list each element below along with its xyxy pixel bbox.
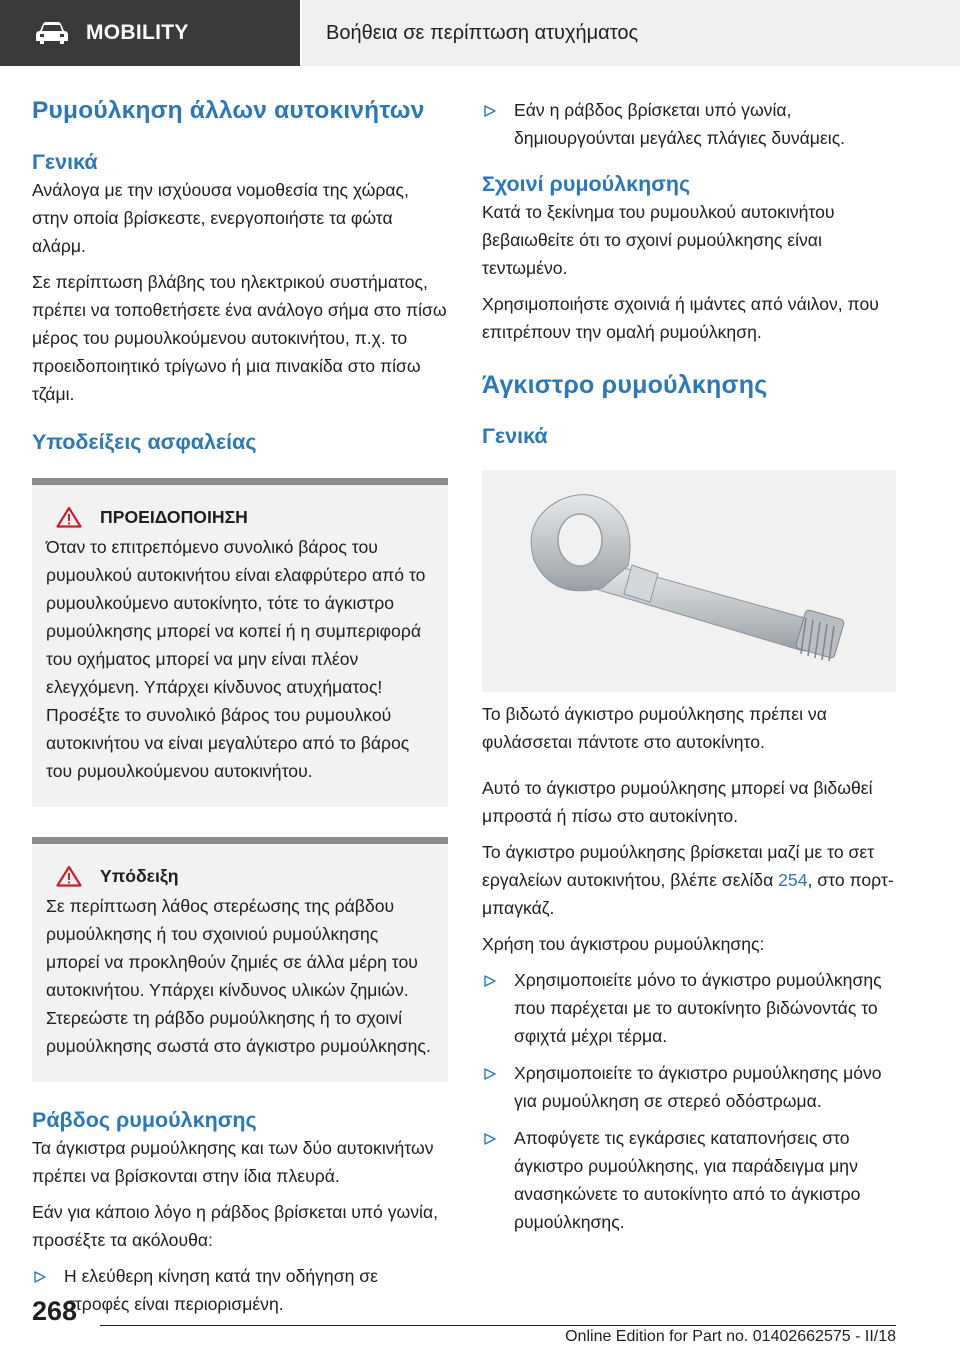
left-column [32, 96, 448, 1327]
edition-note: Online Edition for Part no. 01402662575 - II/18 [565, 1328, 896, 1345]
bullet-triangle-icon [484, 975, 496, 987]
list-item-text: Αποφύγετε τις εγκάρσιες καταπονήσεις στο άγκιστρο ρυμούλκησης, για παράδειγμα μην ανασηκώνετε το αυτοκίνητο από το άγκιστρο ρυμούλκησης. [514, 1128, 861, 1232]
paragraph: Ανάλογα με την ισχύουσα νομοθεσία της χώρας, στην οποία βρίσκεστε, ενεργοποιήστε τα φώτα αλάρμ. [32, 180, 409, 256]
list-item-text: Η ελεύθερη κίνηση κατά την οδήγηση σε στροφές είναι περιορισμένη. [64, 1266, 378, 1314]
page-link[interactable]: 254 [778, 870, 808, 890]
bullet-triangle-icon [484, 1068, 496, 1080]
note-text: Σε περίπτωση λάθος στερέωσης της ράβδου ρυμούλκησης ή του σχοινιού ρυμούλκησης μπορεί να προκληθούν ζημιές σε άλλα μέρη του αυτοκινήτου. Υπάρχει κίνδυνος υλικών ζημιών. Στερεώστε τη ράβδο ρυμούλκησης ή το σχοινί ρυμούλκησης σωστά στο άγκιστρο ρυμούλκησης. [46, 896, 431, 1056]
list-item [482, 966, 896, 1050]
warning-triangle-icon [56, 865, 82, 887]
section-tab [0, 0, 300, 66]
tow-hook-image [482, 470, 896, 692]
safety-heading: Υποδείξεις ασφαλείας [32, 430, 257, 454]
note-title: Υπόδειξη [100, 866, 179, 886]
bullet-triangle-icon [484, 105, 496, 117]
text-span: , στο πορτ-μπαγκάζ. [482, 870, 894, 918]
page-header [0, 0, 960, 66]
paragraph: Το βιδωτό άγκιστρο ρυμούλκησης πρέπει να φυλάσσεται πάντοτε στο αυτοκίνητο. [482, 704, 827, 752]
bullet-triangle-icon [34, 1271, 46, 1283]
general-heading: Γενικά [32, 150, 98, 174]
list-item-text: Χρησιμοποιείτε το άγκιστρο ρυμούλκησης μόνο για ρυμούλκηση σε στερεό οδόστρωμα. [514, 1063, 882, 1111]
rod-heading: Ράβδος ρυμούλκησης [32, 1108, 257, 1132]
chapter-title: Βοήθεια σε περίπτωση ατυχήματος [302, 0, 960, 66]
rope-heading: Σχοινί ρυμούλκησης [482, 172, 691, 196]
list-item-text: Χρησιμοποιείτε μόνο το άγκιστρο ρυμούλκησης που παρέχεται με το αυτοκίνητο βιδώνοντάς το σφιχτά μέχρι τέρμα. [514, 970, 882, 1046]
bullet-list [32, 1262, 448, 1318]
paragraph: Εάν για κάποιο λόγο η ράβδος βρίσκεται υπό γωνία, προσέξτε τα ακόλουθα: [32, 1202, 439, 1250]
hook-general-heading: Γενικά [482, 424, 548, 448]
text-span: Το άγκιστρο ρυμούλκησης βρίσκεται μαζί με το σετ εργαλείων αυτοκινήτου, βλέπε σελίδα [482, 842, 875, 890]
right-column [482, 96, 896, 1245]
list-item [32, 1262, 448, 1318]
page-title: Ρυμούλκηση άλλων αυτοκινήτων [32, 97, 425, 124]
bullet-list [482, 966, 896, 1236]
hook-heading: Άγκιστρο ρυμούλκησης [482, 371, 768, 399]
paragraph: Τα άγκιστρα ρυμούλκησης και των δύο αυτοκινήτων πρέπει να βρίσκονται στην ίδια πλευρά. [32, 1138, 434, 1186]
section-label: MOBILITY [86, 21, 189, 44]
paragraph: Χρήση του άγκιστρου ρυμούλκησης: [482, 934, 765, 954]
car-icon [34, 21, 70, 45]
note-box [32, 837, 448, 1082]
warning-triangle-icon [56, 506, 82, 528]
footer-divider [100, 1325, 896, 1326]
paragraph: Αυτό το άγκιστρο ρυμούλκησης μπορεί να βιδωθεί μπροστά ή πίσω στο αυτοκίνητο. [482, 778, 873, 826]
warning-text: Όταν το επιτρεπόμενο συνολικό βάρος του ρυμουλκού αυτοκινήτου είναι ελαφρύτερο από το ρυμουλκούμενο αυτοκίνητο, τότε το άγκιστρο ρυμούλκησης μπορεί να κοπεί ή η συμπεριφορά του οχήματος μπορεί να μην είναι πλέον ελεγχόμενη. Υπάρχει κίνδυνος ατυχήματος! Προσέξτε το συνολικό βάρος του ρυμουλκού αυτοκινήτου να είναι μεγαλύτερο από το βάρος του ρυμουλκούμενου αυτοκινήτου. [46, 537, 426, 781]
paragraph: Κατά το ξεκίνημα του ρυμουλκού αυτοκινήτου βεβαιωθείτε ότι το σχοινί ρυμούλκησης είναι τεντωμένο. [482, 202, 835, 278]
paragraph [482, 838, 896, 922]
warning-box [32, 478, 448, 807]
paragraph: Χρησιμοποιήστε σχοινιά ή ιμάντες από νάιλον, που επιτρέπουν την ομαλή ρυμούλκηση. [482, 294, 879, 342]
list-item [482, 1124, 896, 1236]
page-number: 268 [32, 1296, 78, 1326]
bullet-list [482, 96, 896, 152]
list-item-text: Εάν η ράβδος βρίσκεται υπό γωνία, δημιουργούνται μεγάλες πλάγιες δυνάμεις. [514, 100, 846, 148]
list-item [482, 96, 896, 152]
bullet-triangle-icon [484, 1133, 496, 1145]
paragraph: Σε περίπτωση βλάβης του ηλεκτρικού συστήματος, πρέπει να τοποθετήσετε ένα ανάλογο σήμα στο πίσω μέρος του ρυμουλκούμενου αυτοκινήτου, π.χ. το προειδοποιητικό τρίγωνο ή μια πινακίδα στο πίσω τζάμι. [32, 272, 447, 404]
tow-hook-illustration [482, 470, 896, 692]
warning-title: ΠΡΟΕΙΔΟΠΟΙΗΣΗ [100, 507, 248, 527]
list-item [482, 1059, 896, 1115]
